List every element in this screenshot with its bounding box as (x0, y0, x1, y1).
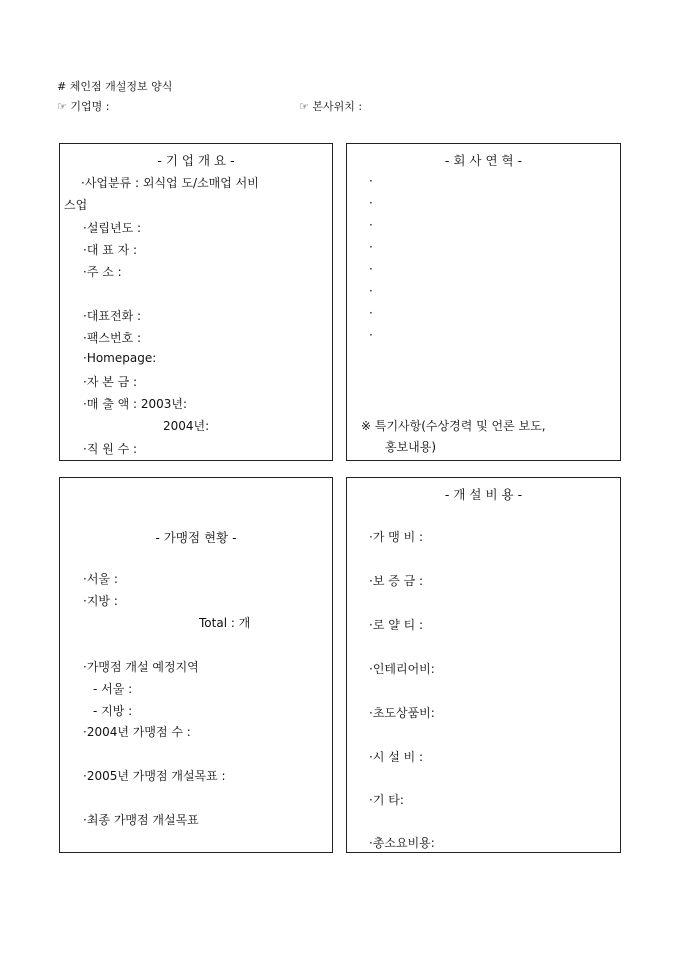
fax-number: ·팩스번호 : (83, 331, 142, 345)
cost-item: ·가 맹 비 : (369, 530, 424, 544)
history-bullet: · (369, 196, 373, 210)
employees: ·직 원 수 : (83, 442, 138, 456)
form-title: # 체인점 개설정보 양식 (57, 80, 173, 93)
sales-2003: ·매 출 액 : 2003년: (83, 397, 188, 411)
franchise-count-2004: ·2004년 가맹점 수 : (83, 725, 191, 739)
ceo: ·대 표 자 : (83, 243, 138, 257)
history-bullet: · (369, 174, 373, 188)
history-bullet: · (369, 240, 373, 254)
history-bullet: · (369, 262, 373, 276)
address: ·주 소 : (83, 265, 122, 279)
company-history-box (346, 143, 621, 461)
franchise-goal-2005: ·2005년 가맹점 개설목표 : (83, 769, 226, 783)
cost-item: ·로 얄 티 : (369, 618, 424, 632)
main-phone: ·대표전화 : (83, 309, 142, 323)
hq-location-label: ☞ 본사위치 : (299, 100, 363, 113)
franchise-seoul: ·서울 : (83, 572, 118, 586)
business-type-line1: ·사업분류 : 외식업 도/소매업 서비 (81, 176, 259, 190)
cost-item: ·초도상품비: (369, 706, 435, 720)
planned-regions: ·가맹점 개설 예정지역 (83, 660, 199, 674)
history-bullet: · (369, 218, 373, 232)
homepage: ·Homepage: (83, 351, 157, 365)
history-bullet: · (369, 284, 373, 298)
opening-costs-box (346, 477, 621, 853)
cost-item: ·인테리어비: (369, 662, 435, 676)
founded-year: ·설립년도 : (83, 221, 142, 235)
overview-title: - 기 업 개 요 - (157, 153, 235, 168)
history-bullet: · (369, 306, 373, 320)
planned-region: - 지방 : (93, 704, 133, 718)
sales-2004: 2004년: (163, 419, 210, 433)
capital: ·자 본 금 : (83, 375, 138, 389)
history-title: - 회 사 연 혁 - (444, 153, 523, 168)
cost-item: ·보 증 금 : (369, 574, 424, 588)
planned-seoul: - 서울 : (93, 682, 133, 696)
costs-title: - 개 설 비 용 - (444, 487, 523, 502)
franchise-status-box (59, 477, 333, 853)
cost-item: ·시 설 비 : (369, 750, 424, 764)
franchise-final-goal: ·최종 가맹점 개설목표 (83, 813, 199, 827)
company-name-label: ☞ 기업명 : (57, 100, 110, 113)
special-notes-line1: ※ 특기사항(수상경력 및 언론 보도, (361, 419, 546, 433)
company-overview-box (59, 143, 333, 461)
history-bullet: · (369, 328, 373, 342)
franchise-total: Total : 개 (199, 616, 251, 630)
cost-item: ·기 타: (369, 793, 404, 807)
franchise-region: ·지방 : (83, 594, 118, 608)
special-notes-line2: 홍보내용) (385, 440, 437, 454)
franchise-title: - 가맹점 현황 - (155, 530, 237, 545)
cost-item: ·총소요비용: (369, 836, 435, 850)
business-type-line2: 스업 (64, 198, 88, 212)
